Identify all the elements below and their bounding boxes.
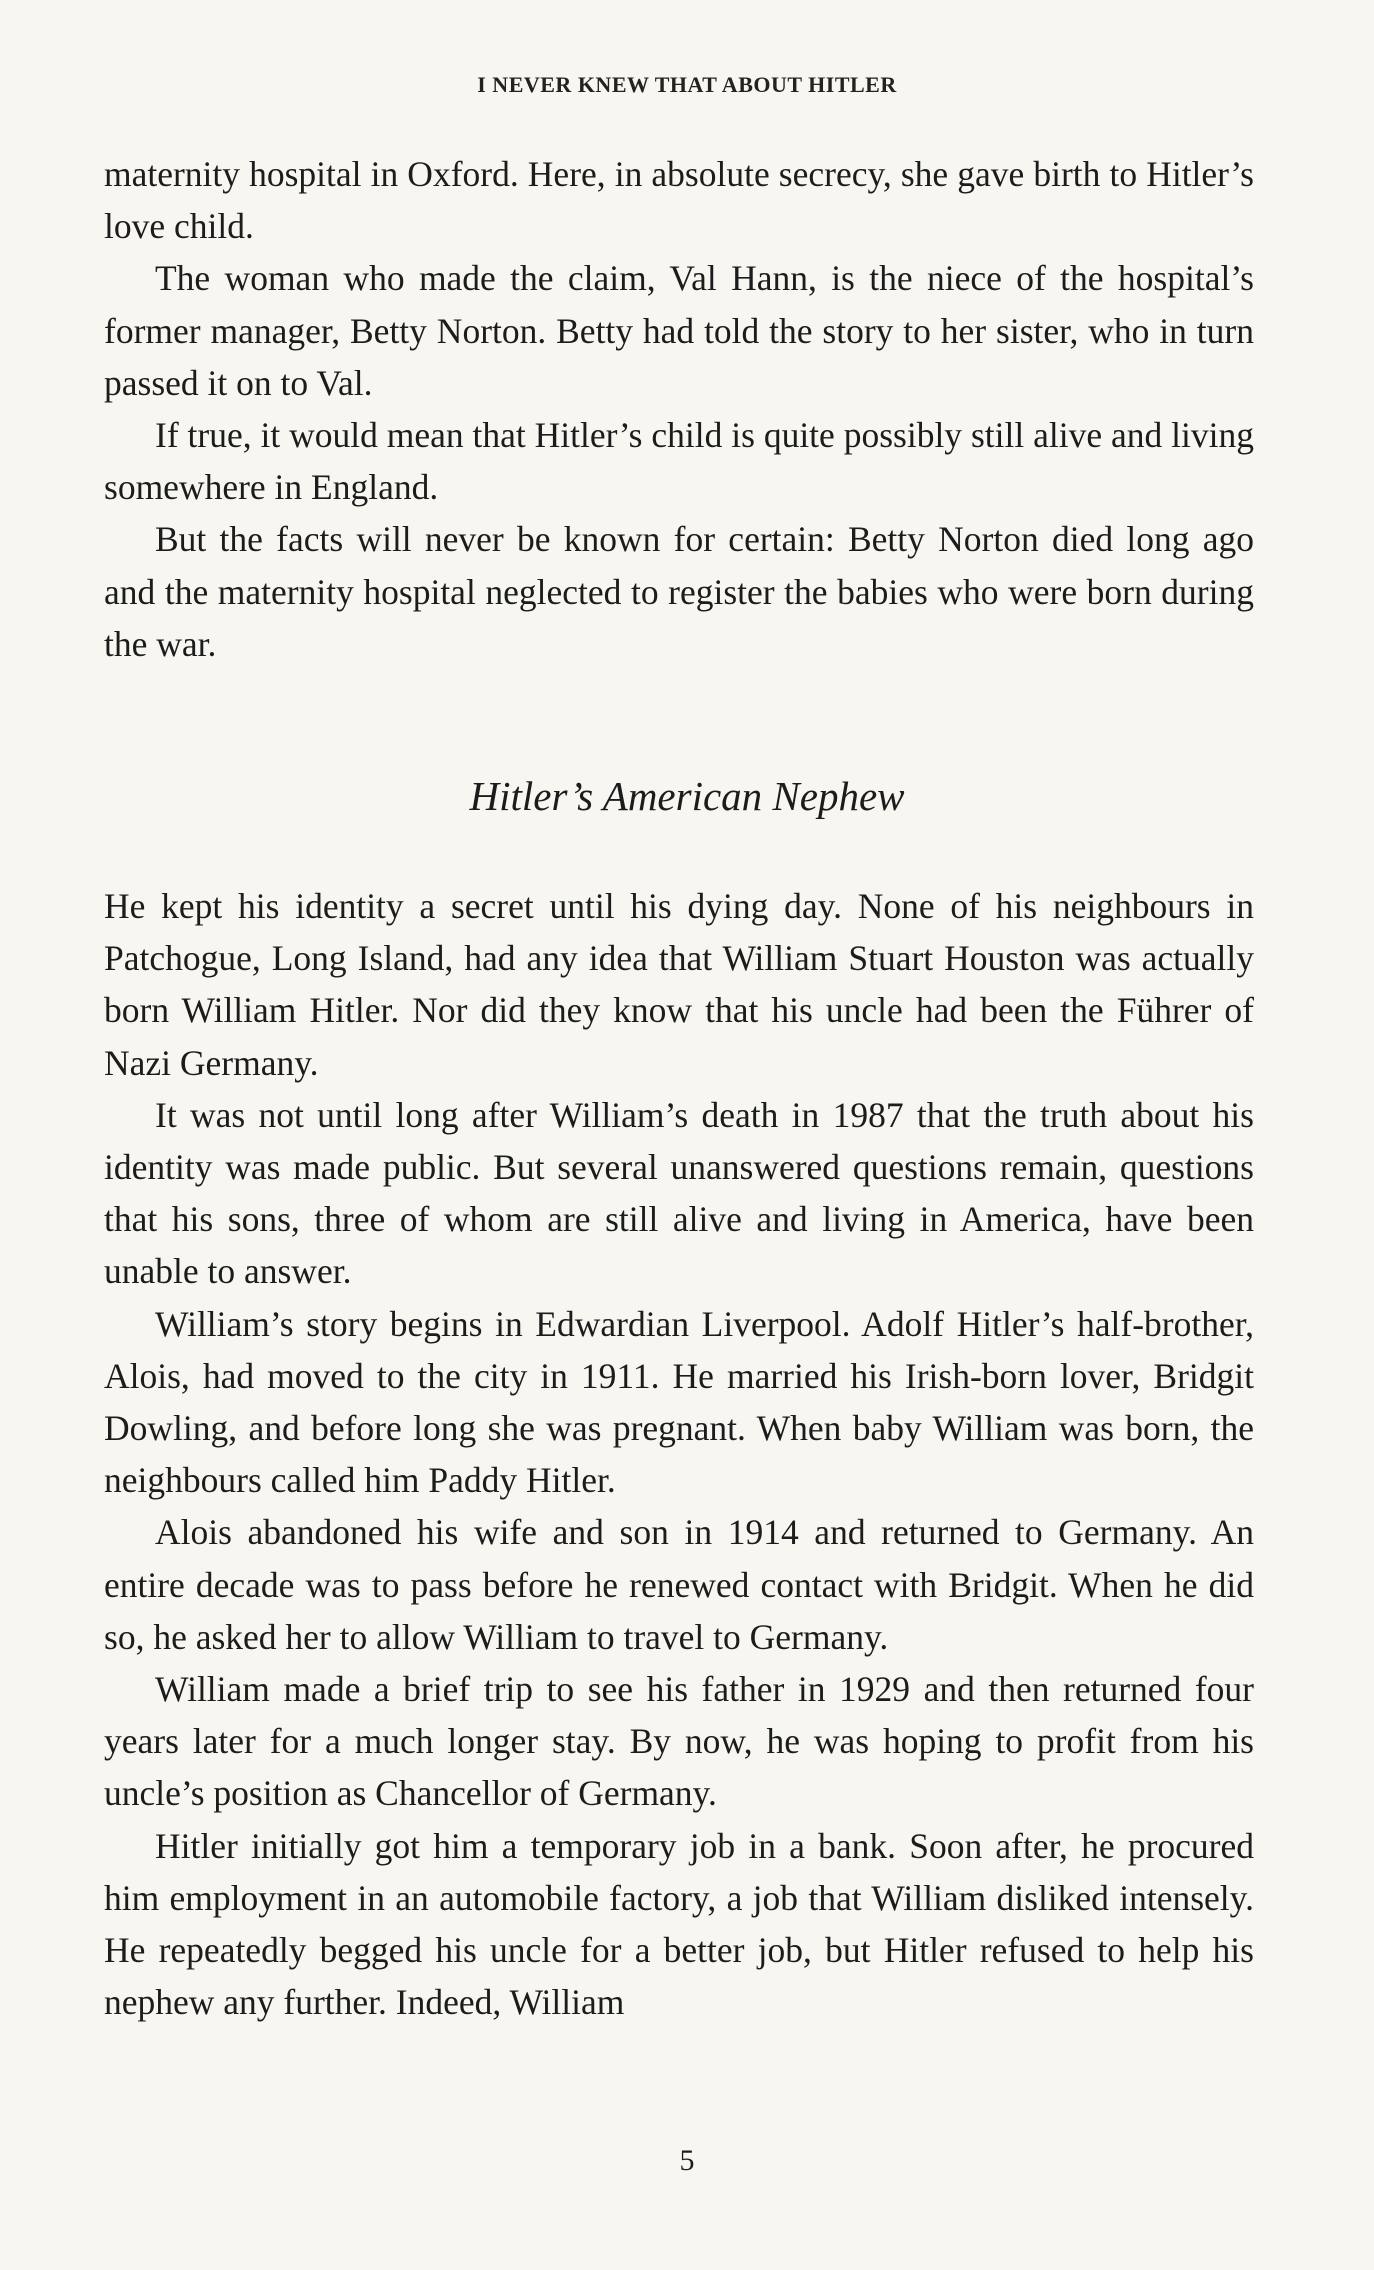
paragraph: Alois abandoned his wife and son in 1914 and returned to Germany. An entire decade was to pass before he renewed contact with Bridgit. When he did so, he asked her to allow William to travel to Germany. xyxy=(104,1512,1254,1657)
paragraph: Hitler initially got him a temporary job in a bank. Soon after, he procured him employment in an automobile factory, a job that William disliked intensely. He repeatedly begged his uncle for a better job, but Hitler refused to help his nephew any further. Indeed, William xyxy=(104,1825,1254,2023)
paragraph: William’s story begins in Edwardian Liverpool. Adolf Hitler’s half-brother, Alois, had moved to the city in 1911. He married his Irish-born lover, Bridgit Dowling, and before long she was pregnant. When baby William was born, the neighbours called him Paddy Hitler. xyxy=(104,1303,1254,1501)
running-head: I NEVER KNEW THAT ABOUT HITLER xyxy=(477,72,897,97)
section-one-text xyxy=(104,148,1254,670)
page-number: 5 xyxy=(679,2144,695,2177)
paragraph: But the facts will never be known for certain: Betty Norton died long ago and the maternity hospital neglected to register the babies who were born during the war. xyxy=(104,519,1254,664)
paragraph: He kept his identity a secret until his dying day. None of his neighbours in Patchogue, Long Island, had any idea that William Stuart Houston was actually born William Hitler. Nor did they know that his uncle had been the Führer of Nazi Germany. xyxy=(104,886,1254,1083)
paragraph: The woman who made the claim, Val Hann, is the niece of the hospital’s former manager, Betty Norton. Betty had told the story to her sister, who in turn passed it on to Val. xyxy=(104,258,1254,403)
paragraph: maternity hospital in Oxford. Here, in absolute secrecy, she gave birth to Hitler’s love child. xyxy=(104,154,1254,247)
paragraph: William made a brief trip to see his father in 1929 and then returned four years later for a much longer stay. By now, he was hoping to profit from his uncle’s position as Chancellor of Germany. xyxy=(104,1669,1254,1814)
paragraph: It was not until long after William’s death in 1987 that the truth about his identity was made public. But several unanswered questions remain, questions that his sons, three of whom are still alive and living in America, have been unable to answer. xyxy=(104,1094,1254,1292)
section-heading: Hitler’s American Nephew xyxy=(469,773,905,819)
paragraph: If true, it would mean that Hitler’s child is quite possibly still alive and living somewhere in England. xyxy=(104,415,1254,508)
section-two-text xyxy=(104,880,1254,2028)
